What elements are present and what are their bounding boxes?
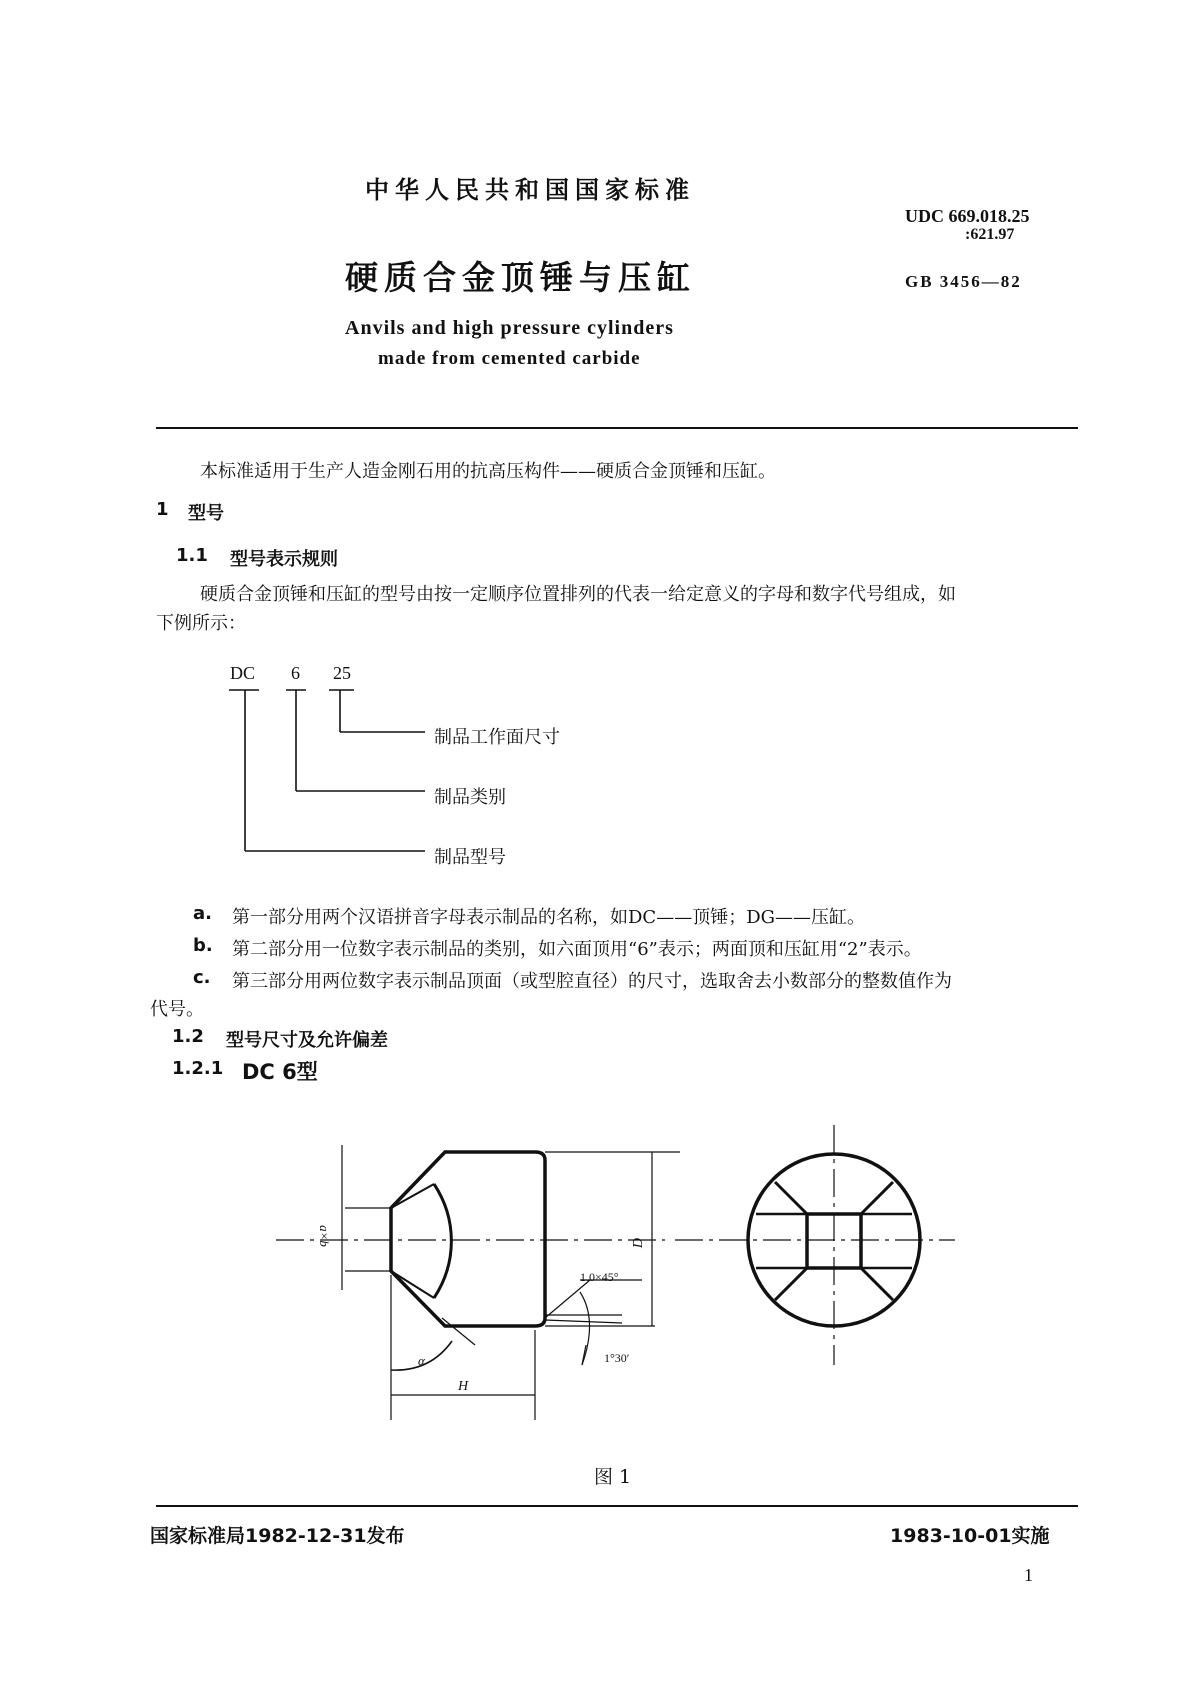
issued-date: 国家标准局1982-12-31发布 bbox=[150, 1525, 405, 1547]
dim-chamfer: 1.0×45° bbox=[580, 1270, 619, 1284]
example-code-part3: 25 bbox=[333, 663, 351, 683]
item-c-continuation: 代号。 bbox=[150, 999, 204, 1020]
example-label-category: 制品类别 bbox=[434, 787, 506, 808]
section-1-1-title: 型号表示规则 bbox=[230, 549, 338, 570]
example-label-model: 制品型号 bbox=[434, 847, 506, 868]
figure-caption: 图 1 bbox=[594, 1466, 632, 1488]
section-1-1-number: 1.1 bbox=[176, 545, 208, 566]
section-1-2-1-number: 1.2.1 bbox=[172, 1058, 224, 1079]
gb-number: GB 3456—82 bbox=[905, 272, 1022, 291]
document-title-english-line1: Anvils and high pressure cylinders bbox=[345, 317, 674, 339]
udc-code-line2: :621.97 bbox=[965, 226, 1015, 243]
document-title-english-line2: made from cemented carbide bbox=[378, 348, 641, 369]
item-c-text: 第三部分用两位数字表示制品顶面（或型腔直径）的尺寸，选取舍去小数部分的整数值作为 bbox=[232, 971, 952, 992]
national-standard-title: 中华人民共和国国家标准 bbox=[365, 176, 695, 204]
page-number: 1 bbox=[1024, 1565, 1033, 1585]
example-code-part1: DC bbox=[230, 663, 256, 683]
dim-H: H bbox=[458, 1379, 469, 1394]
dim-alpha: α bbox=[418, 1353, 425, 1368]
footer-divider bbox=[156, 1505, 1078, 1507]
rule-paragraph-line2: 下例所示： bbox=[156, 613, 246, 634]
section-1-title: 型号 bbox=[188, 503, 224, 524]
effective-date: 1983-10-01实施 bbox=[890, 1525, 1050, 1547]
rule-paragraph-line1: 硬质合金顶锤和压缸的型号由按一定顺序位置排列的代表一给定意义的字母和数字代号组成，如 bbox=[200, 584, 956, 605]
udc-code-line1: UDC 669.018.25 bbox=[905, 206, 1030, 226]
section-1-number: 1 bbox=[156, 499, 169, 520]
example-code-part2: 6 bbox=[291, 663, 300, 683]
intro-paragraph: 本标准适用于生产人造金刚石用的抗高压构件——硬质合金顶锤和压缸。 bbox=[200, 461, 776, 482]
item-c-marker: c. bbox=[193, 967, 211, 988]
item-b-text: 第二部分用一位数字表示制品的类别，如六面顶用“6”表示；两面顶和压缸用“2”表示。 bbox=[232, 939, 922, 960]
document-title-chinese: 硬质合金顶锤与压缸 bbox=[345, 258, 696, 297]
item-a-text: 第一部分用两个汉语拼音字母表示制品的名称，如DC——顶锤；DG——压缸。 bbox=[232, 907, 866, 928]
dim-angle: 1°30′ bbox=[604, 1351, 630, 1365]
dim-axb: a×b bbox=[316, 1225, 332, 1247]
item-b-marker: b. bbox=[193, 935, 213, 956]
item-a-marker: a. bbox=[193, 903, 212, 924]
section-1-2-title: 型号尺寸及允许偏差 bbox=[226, 1030, 388, 1051]
section-1-2-number: 1.2 bbox=[172, 1026, 204, 1047]
section-1-2-1-title: DC 6型 bbox=[242, 1060, 318, 1084]
example-label-size: 制品工作面尺寸 bbox=[434, 727, 560, 748]
dim-D: D bbox=[631, 1237, 647, 1249]
